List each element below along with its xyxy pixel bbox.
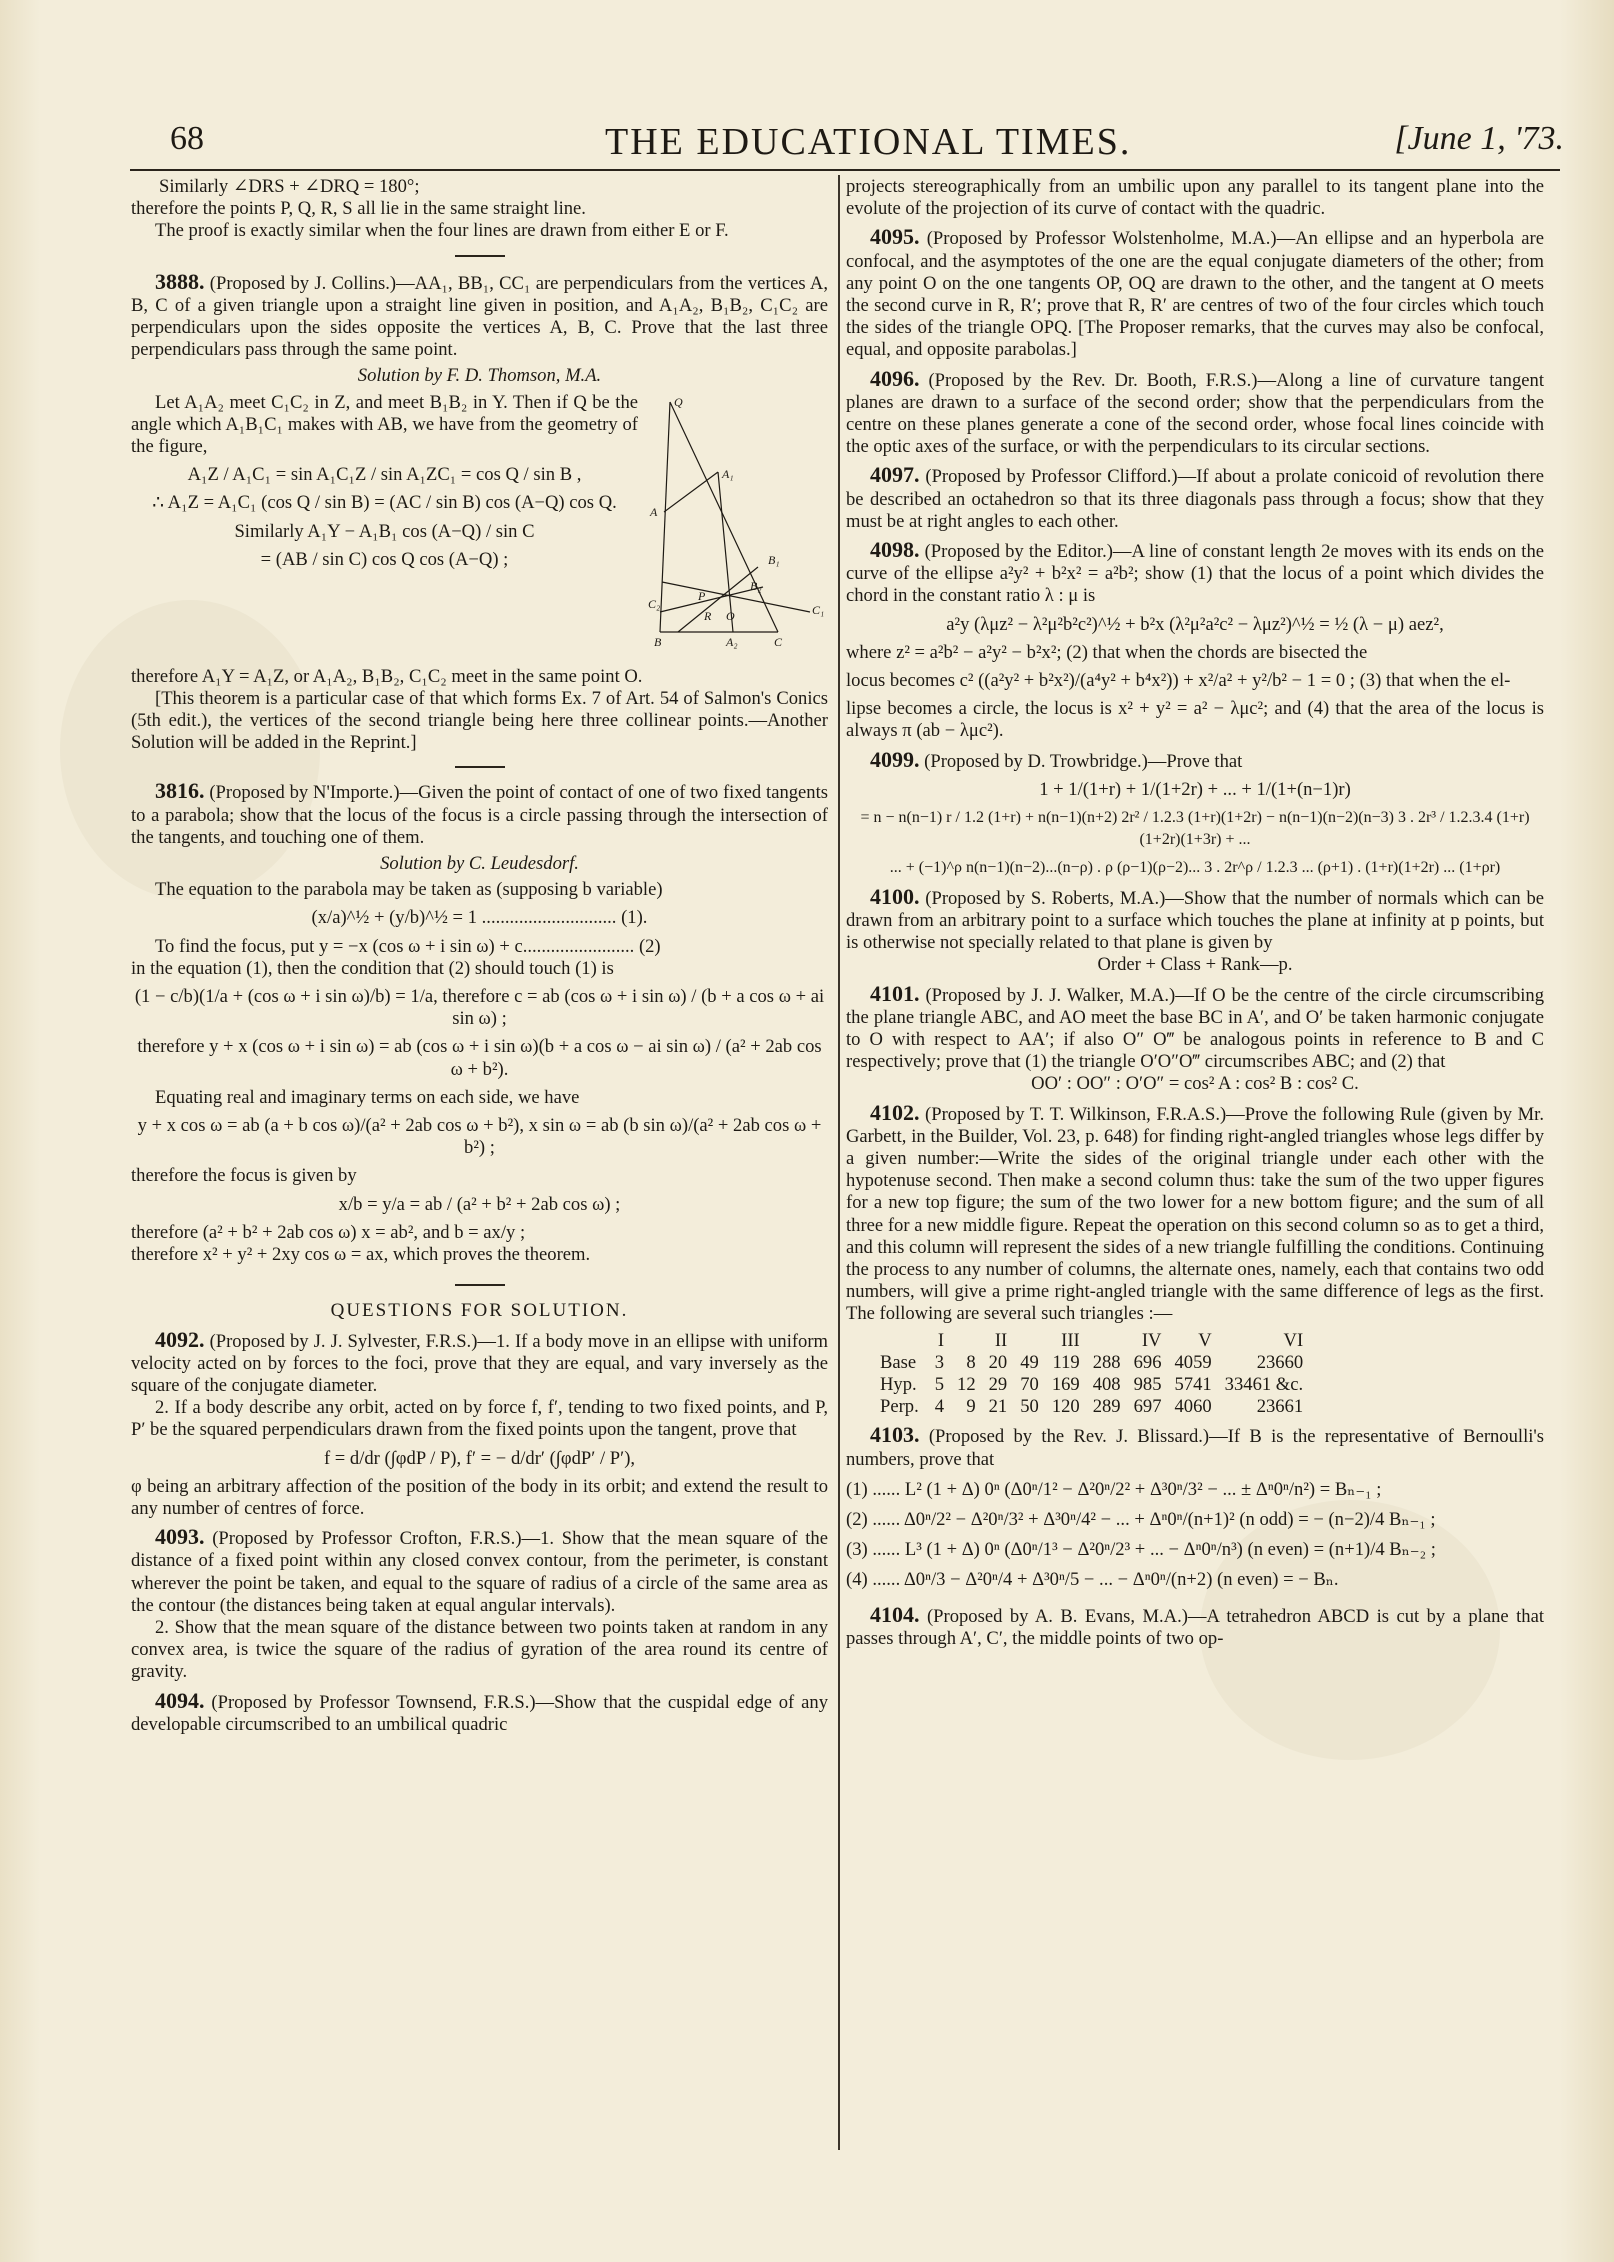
column-header: IV: [1141, 1329, 1162, 1351]
table-cell: 23661: [1256, 1396, 1304, 1418]
question-text: (Proposed by J. J. Walker, M.A.)—If O be the centre of the circle circumscribing the plane triangle ABC, and AO meet the base BC in A′, and O′ be taken harmonic conjugate to O with respect to AA′; if also O″ O‴ be analogous points in reference to B and C respectively; prove that (1) the triangle O′O″O‴ circumscribes ABC; and (2) that: [846, 984, 1545, 1073]
question-3816: [131, 780, 828, 849]
question-text: (Proposed by A. B. Evans, M.A.)—A tetrahedron ABCD is cut by a plane that passes through A′, C′, the middle points of two op-: [846, 1605, 1544, 1649]
question-text: (Proposed by the Rev. J. Blissard.)—If B is the representative of Bernoulli's numbers, prove that: [846, 1426, 1544, 1470]
table-cell: 12: [957, 1373, 976, 1395]
table-row: [880, 1352, 1316, 1374]
equation: (4) ...... Δ0ⁿ/3 − Δ²0ⁿ/4 + Δ³0ⁿ/5 − ... − Δⁿ0ⁿ/(n+2) (n even) = − Bₙ.: [846, 1569, 1339, 1591]
equation: 1 + 1/(1+r) + 1/(1+2r) + ... + 1/(1+(n−1)r): [1039, 778, 1351, 800]
question-4095: [846, 226, 1544, 361]
table-row: [880, 1396, 1316, 1418]
equation: OO′ : OO″ : O′O″ = cos² A : cos² B : cos² C.: [1031, 1073, 1359, 1095]
table-cell: 985: [1133, 1373, 1162, 1395]
question-number: 4100.: [870, 883, 920, 909]
equation: = (AB / sin C) cos Q cos (A−Q) ;: [260, 548, 509, 570]
solution-paragraph: To find the focus, put y = −x (cos ω + i sin ω) + c........................ (2): [155, 935, 661, 957]
column-header: III: [1061, 1329, 1080, 1351]
equation: Order + Class + Rank—p.: [1097, 954, 1293, 976]
page-number: 68: [170, 120, 204, 157]
solution-paragraph: Let A₁A₂ meet C₁C₂ in Z, and meet B₁B₂ in Y. Then if Q be the angle which A₁B₁C₁ makes with AB, we have from the geometry of the figure,: [131, 391, 638, 458]
right-column: [846, 176, 1544, 1650]
question-number: 4104.: [870, 1601, 920, 1627]
question-text: (Proposed by T. T. Wilkinson, F.R.A.S.)—Prove the following Rule (given by Mr. Garbett, in the Builder, Vol. 23, p. 648) for finding right-angled triangles whose legs differ by a given number:—Write the sides of the original triangle under each other with the hypotenuse second. Then make a second column thus: take the sum of the two upper figures for a new top figure; the sum of the two lower for a new bottom figure; and the sum of all three for a new middle figure. Repeat the operation on this second column so as to get a third, and this column will represent the sides of a new triangle fulfilling the conditions. Continuing the process to any number of columns, the alternate ones, namely, each that contains two odd numbers, will give a prime right-angled triangle with the same difference of legs as the first. The following are several such triangles :—: [846, 1103, 1544, 1325]
question-4098: [846, 539, 1544, 608]
question-4099: [846, 746, 1544, 773]
question-4093: [131, 1526, 828, 1617]
header-rule: [130, 169, 1560, 171]
solution-paragraph: The equation to the parabola may be taken as (supposing b variable): [155, 879, 663, 901]
section-divider: [455, 1284, 505, 1286]
table-cell: 288: [1092, 1351, 1121, 1373]
equation: ∴ A₁Z = A₁C₁ (cos Q / sin B) = (AC / sin B) cos (A−Q) cos Q.: [152, 492, 617, 514]
question-number: 4103.: [870, 1422, 920, 1448]
question-number: 4092.: [155, 1326, 205, 1352]
table-cell: 408: [1092, 1373, 1121, 1395]
figure-label: B: [654, 634, 662, 649]
table-cell: 4059: [1174, 1351, 1212, 1373]
question-text: 2. If a body describe any orbit, acted on by force f, f′, tending to two fixed points, and P, P′ be the squared perpendiculars drawn from the fixed points upon the tangent, prove that: [131, 1397, 828, 1441]
table-cell: 289: [1092, 1396, 1121, 1418]
equation: (2) ...... Δ0ⁿ/2² − Δ²0ⁿ/3² + Δ³0ⁿ/4² − ... + Δⁿ0ⁿ/(n+1)² (n odd) = − (n−2)/4 Bₙ₋₁ ;: [846, 1508, 1436, 1530]
question-number: 4094.: [155, 1687, 205, 1713]
question-text: (Proposed by S. Roberts, M.A.)—Show that the number of normals which can be drawn from an arbitrary point to a surface which touches the plane at infinity at p points, but is otherwise not specially related to that plane is given by: [846, 887, 1544, 954]
text-paragraph: The proof is exactly similar when the four lines are drawn from either E or F.: [155, 220, 729, 242]
question-4100: [846, 883, 1544, 955]
question-number: 4101.: [870, 980, 920, 1006]
similarly-line: Similarly ∠DRS + ∠DRQ = 180°;: [159, 176, 420, 197]
figure-label: A: [650, 504, 658, 519]
solution-paragraph: therefore A₁Y = A₁Z, or A₁A₂, B₁B₂, C₁C₂ meet in the same point O.: [131, 665, 643, 687]
figure-label: Q: [674, 394, 683, 409]
equation: f = d/dr (∫φdP / P), f′ = − d/dr′ (∫φdP′ / P′),: [323, 1447, 636, 1469]
question-4097: [846, 464, 1544, 533]
table-cell: 697: [1133, 1396, 1162, 1418]
figure-label: C: [774, 634, 783, 649]
table-cell: 696: [1133, 1351, 1162, 1373]
question-text: (Proposed by J. Collins.)—AA₁, BB₁, CC₁ are perpendiculars from the vertices A, B, C of a given triangle upon a straight line given in position, and A₁A₂, B₁B₂, C₁C₂ are perpendiculars upon the sides opposite the vertices A, B, C. Prove that the last three perpendiculars pass through the same point.: [131, 272, 828, 361]
table-cell: 3: [934, 1351, 945, 1373]
equation: (1) ...... L² (1 + Δ) 0ⁿ (Δ0ⁿ/1² − Δ²0ⁿ/2² + Δ³0ⁿ/3² − ... ± Δⁿ0ⁿ/n²) = Bₙ₋₁ ;: [846, 1478, 1382, 1500]
equation: A₁Z / A₁C₁ = sin A₁C₁Z / sin A₁ZC₁ = cos Q / sin B ,: [187, 464, 582, 486]
triangle-figure: [648, 392, 828, 662]
row-label: Base: [880, 1351, 917, 1373]
table-cell: 20: [988, 1351, 1008, 1373]
question-4104: [846, 1601, 1544, 1650]
triangles-table: [880, 1330, 1316, 1419]
equation: therefore x² + y² + 2xy cos ω = ax, which proves the theorem.: [131, 1244, 591, 1266]
question-number: 4098.: [870, 537, 920, 563]
table-cell: 4: [934, 1396, 945, 1418]
question-text: where z² = a²b² − a²y² − b²x²; (2) that when the chords are bisected the: [846, 641, 1368, 663]
question-4101: [846, 980, 1545, 1074]
question-3888: [131, 268, 828, 362]
equation: (3) ...... L³ (1 + Δ) 0ⁿ (Δ0ⁿ/1³ − Δ²0ⁿ/2³ + ... − Δⁿ0ⁿ/n³) (n even) = (n+1)/4 Bₙ₋₂ ;: [846, 1539, 1436, 1561]
table-cell: 33461 &c.: [1224, 1373, 1304, 1395]
equation: (1 − c/b)(1/a + (cos ω + i sin ω)/b) = 1/a, therefore c = ab (cos ω + i sin ω) / (b + a cos ω + ai sin ω) ;: [134, 986, 825, 1030]
question-text: (Proposed by J. J. Sylvester, F.R.S.)—1. If a body move in an ellipse with uniform velocity acted on by forces to the foci, prove that they are equal, and vary inversely as the square of the conjugate diameter.: [131, 1330, 829, 1396]
question-text: (Proposed by the Rev. Dr. Booth, F.R.S.)—Along a line of curvature tangent planes are drawn to a surface of the second order; show that the perpendiculars from the centre on these planes generate a cone of the second order, whose focal lines coincide with the optic axes of the surface, or with the perpendiculars to its circular sections.: [846, 369, 1544, 458]
equation: x/b = y/a = ab / (a² + b² + 2ab cos ω) ;: [338, 1193, 621, 1215]
section-divider: [455, 766, 505, 768]
question-4096: [846, 365, 1544, 459]
equation: y + x cos ω = ab (a + b cos ω)/(a² + 2ab cos ω + b²), x sin ω = ab (b sin ω)/(a² + 2ab cos ω + b²) ;: [137, 1115, 822, 1159]
equation: ... + (−1)^ρ n(n−1)(n−2)...(n−ρ) . ρ (ρ−1)(ρ−2)... 3 . 2r^ρ / 1.2.3 ... (ρ+1) . (1+r)(1+2r) ... (1+ρr): [889, 859, 1501, 877]
table-cell: 5741: [1174, 1373, 1212, 1395]
table-cell: 23660: [1256, 1351, 1304, 1373]
solution-paragraph: therefore the focus is given by: [131, 1165, 357, 1187]
figure-label: C₂: [648, 596, 661, 611]
equation: Similarly A₁Y − A₁B₁ cos (A−Q) / sin C: [234, 520, 535, 542]
figure-label: A₁: [722, 466, 734, 481]
question-number: 4096.: [870, 365, 920, 391]
table-cell: 5: [934, 1373, 945, 1395]
solution-byline: Solution by F. D. Thomson, M.A.: [357, 365, 602, 387]
question-number: 3816.: [155, 778, 205, 804]
question-text: (Proposed by Professor Townsend, F.R.S.)—Show that the cuspidal edge of any developable circumscribed to an umbilical quadric: [131, 1691, 828, 1735]
equation: locus becomes c² ((a²y² + b²x²)/(a⁴y² + b⁴x²)) + x²/a² + y²/b² − 1 = 0 ; (3) that when the el-: [846, 670, 1511, 692]
equation: a²y (λμz² − λ²μ²b²c²)^½ + b²x (λ²μ²a²c² − λμz²)^½ = ½ (λ − μ) aez²,: [946, 613, 1444, 635]
table-cell: 120: [1051, 1396, 1080, 1418]
figure-label: B₂: [750, 578, 762, 593]
page-header: [160, 120, 1564, 170]
table-header-row: [880, 1330, 1316, 1352]
question-text: φ being an arbitrary affection of the position of the body in its orbit; and extend the result to any number of centres of force.: [131, 1475, 828, 1519]
table-row: [880, 1374, 1316, 1396]
table-cell: 50: [1020, 1396, 1039, 1418]
question-4103: [846, 1424, 1544, 1470]
question-number: 4097.: [870, 462, 920, 488]
section-divider: [455, 255, 505, 257]
column-header: VI: [1283, 1329, 1304, 1351]
question-text: (Proposed by the Editor.)—A line of constant length 2e moves with its ends on the curve of the ellipse a²y² + b²x² = a²b²; show (1) that the locus of a point which divides the chord in the constant ratio λ : μ is: [846, 541, 1544, 607]
table-cell: 9: [966, 1396, 976, 1418]
table-cell: 49: [1020, 1351, 1039, 1373]
question-4092: [131, 1326, 829, 1398]
question-number: 4093.: [155, 1524, 205, 1550]
question-text: (Proposed by Professor Crofton, F.R.S.)—1. Show that the mean square of the distance of a fixed point within any closed convex contour, from the perimeter, is constant wherever the point be taken, and equal to the square of radius of a circle of the same area as the contour (the distances being taken at equal angular intervals).: [131, 1528, 828, 1616]
table-cell: 4060: [1174, 1396, 1212, 1418]
question-number: 4099.: [870, 746, 920, 772]
equation: therefore y + x (cos ω + i sin ω) = ab (cos ω + i sin ω)(b + a cos ω − ai sin ω) / (a² + 2ab cos ω + b²).: [137, 1036, 822, 1080]
question-4102: [846, 1099, 1544, 1326]
column-header: II: [994, 1329, 1008, 1351]
equation: therefore (a² + b² + 2ab cos ω) x = ab², and b = ax/y ;: [131, 1221, 526, 1243]
row-label: Perp.: [880, 1396, 919, 1418]
figure-label: O: [726, 608, 735, 623]
section-heading: QUESTIONS FOR SOLUTION.: [330, 1300, 629, 1322]
text-paragraph: therefore the points P, Q, R, S all lie in the same straight line.: [131, 198, 586, 220]
editor-note: [This theorem is a particular case of that which forms Ex. 7 of Art. 54 of Salmon's Conics (5th edit.), the vertices of the second triangle being here three collinear points.—Another Solution will be added in the Reprint.]: [131, 687, 828, 754]
column-divider: [838, 175, 840, 2150]
question-text: (Proposed by Professor Wolstenholme, M.A.)—An ellipse and an hyperbola are confocal, and the asymptotes of the one are the equal conjugate diameters of the other; from any point O on the one tangents OP, OQ are drawn to the other, and the tangent at O meets the second curve in R, R′; prove that R, R′ are centres of two of the four circles which touch the sides of the triangle OPQ. [The Proposer remarks, that the curves may also be confocal, equal, and opposite parabolas.]: [846, 228, 1544, 361]
solution-paragraph: Equating real and imaginary terms on each side, we have: [155, 1086, 580, 1108]
figure-label: B₁: [768, 552, 780, 567]
question-text: (Proposed by Professor Clifford.)—If about a prolate conicoid of revolution there be described an octahedron so that its three diagonals pass through a focus; show that they must be at right angles to each other.: [846, 466, 1544, 532]
figure-label: P: [698, 588, 706, 603]
equation: = n − n(n−1) r / 1.2 (1+r) + n(n−1)(n+2) 2r² / 1.2.3 (1+r)(1+2r) − n(n−1)(n−2)(n−3) 3 . 2r³ / 1.2.3.4 (1+r)(1+2r)(1+3r) + ...: [860, 809, 1530, 849]
equation: (x/a)^½ + (y/b)^½ = 1 ............................. (1).: [311, 907, 648, 929]
geometry-diagram: [648, 392, 828, 662]
figure-label: C₁: [812, 602, 825, 617]
question-text: lipse becomes a circle, the locus is x² + y² = a² − λμc²; and (4) that the area of the locus is always π (ab − λμc²).: [846, 698, 1544, 742]
table-cell: 21: [988, 1396, 1008, 1418]
page-title: THE EDUCATIONAL TIMES.: [605, 121, 1132, 163]
column-header: V: [1198, 1329, 1212, 1351]
question-text: (Proposed by N'Importe.)—Given the point of contact of one of two fixed tangents to a parabola; show that the locus of the focus is a circle passing through the intersection of the tangents, and touching one of them.: [131, 782, 829, 848]
solution-byline: Solution by C. Leudesdorf.: [380, 853, 579, 875]
figure-label: R: [704, 608, 712, 623]
table-cell: 29: [988, 1373, 1008, 1395]
table-cell: 8: [966, 1351, 976, 1373]
table-cell: 70: [1020, 1373, 1039, 1395]
figure-label: A₂: [726, 634, 738, 649]
question-4094: [131, 1687, 828, 1736]
question-text: (Proposed by D. Trowbridge.)—Prove that: [924, 750, 1243, 772]
question-number: 3888.: [155, 268, 205, 294]
column-header: I: [937, 1329, 945, 1351]
solution-paragraph: in the equation (1), then the condition that (2) should touch (1) is: [131, 957, 614, 979]
question-text: projects stereographically from an umbilic upon any parallel to its tangent plane into the evolute of the projection of its curve of contact with the quadric.: [846, 176, 1544, 220]
left-column: [131, 176, 828, 1736]
question-number: 4102.: [870, 1099, 920, 1125]
row-label: Hyp.: [880, 1373, 917, 1395]
question-number: 4095.: [870, 224, 920, 250]
question-text: 2. Show that the mean square of the distance between two points taken at random in any convex area, is twice the square of the radius of gyration of the area round its centre of gravity.: [131, 1616, 828, 1683]
issue-date: [June 1, '73.: [1394, 120, 1564, 157]
table-cell: 169: [1051, 1373, 1080, 1395]
table-cell: 119: [1052, 1351, 1080, 1373]
